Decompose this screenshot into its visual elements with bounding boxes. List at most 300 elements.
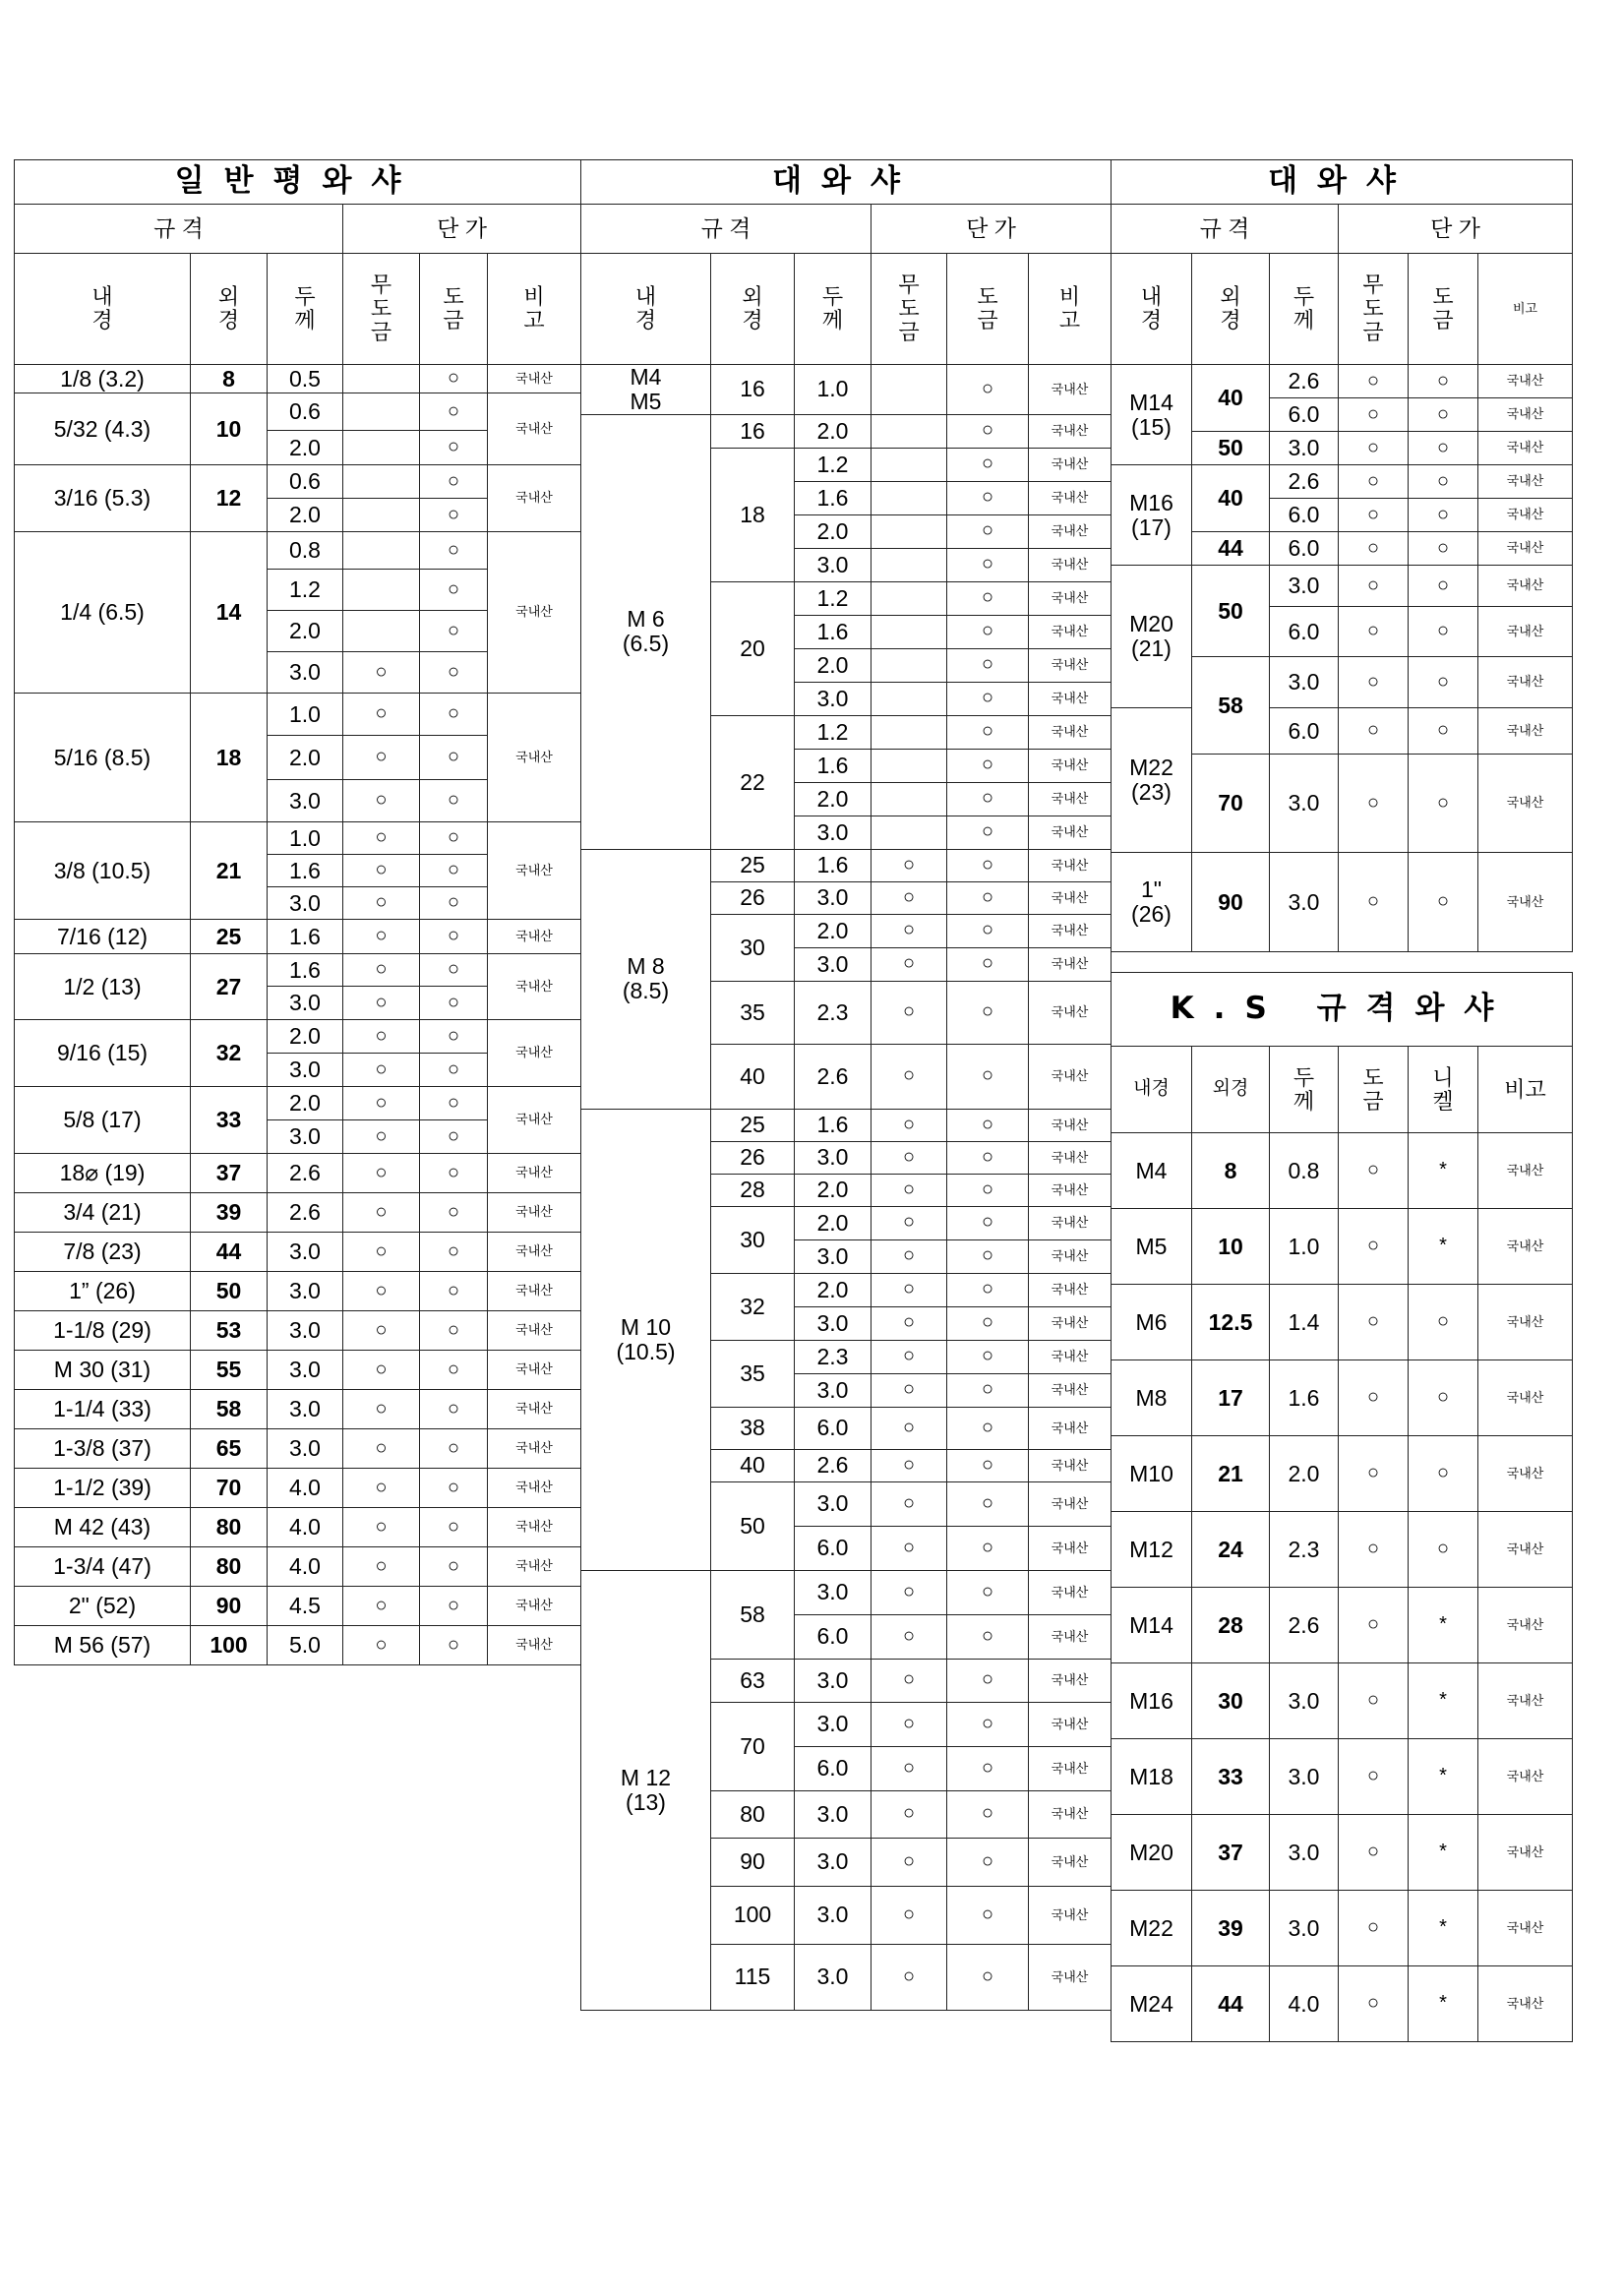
outer-diameter-cell: 14 <box>191 532 268 694</box>
thickness-cell: 2.6 <box>795 1449 872 1481</box>
thickness-cell: 1.6 <box>1270 1360 1339 1436</box>
plated-cell: ○ <box>420 1120 488 1154</box>
thickness-cell: 2.3 <box>795 1340 872 1373</box>
note-cell: 국내산 <box>1029 749 1112 782</box>
outer-diameter-cell: 30 <box>711 914 795 981</box>
thickness-cell: 2.3 <box>795 981 872 1044</box>
thickness-cell: 3.0 <box>1270 566 1339 607</box>
thickness-cell: 1.0 <box>1270 1209 1339 1285</box>
thickness-cell: 3.0 <box>1270 755 1339 853</box>
thickness-cell: 1.6 <box>795 749 872 782</box>
thickness-cell: 3.0 <box>795 1790 872 1838</box>
unplated-cell: ○ <box>343 1154 420 1193</box>
outer-diameter-cell: 30 <box>1192 1663 1270 1739</box>
note-cell: 국내산 <box>488 1311 581 1351</box>
spec-header: 규 격 <box>15 205 343 254</box>
plated-cell: ○ <box>947 881 1029 914</box>
thickness-cell: 1.4 <box>1270 1285 1339 1360</box>
outer-diameter-cell: 39 <box>1192 1891 1270 1966</box>
unit-price-header: 단 가 <box>1339 205 1573 254</box>
unplated-cell <box>343 393 420 431</box>
plated-cell: ○ <box>947 1614 1029 1659</box>
note-cell: 국내산 <box>488 1390 581 1429</box>
plated-cell: ○ <box>420 1311 488 1351</box>
table-row <box>581 1109 1112 1141</box>
thickness-cell: 2.0 <box>268 1087 343 1120</box>
thickness-cell: 3.0 <box>1270 1739 1339 1815</box>
plated-cell: ○ <box>420 393 488 431</box>
table-row <box>15 1087 581 1120</box>
thickness-cell: 2.0 <box>795 1206 872 1239</box>
plated-cell: ○ <box>1339 1739 1409 1815</box>
nickel-cell: * <box>1409 1739 1478 1815</box>
plated-cell: ○ <box>1409 607 1478 657</box>
inner-diameter-cell: M 8 (8.5) <box>581 849 711 1109</box>
thickness-cell: 3.0 <box>1270 1815 1339 1891</box>
plated-cell: ○ <box>947 648 1029 682</box>
plated-cell: ○ <box>1339 1436 1409 1512</box>
plated-header: 도 금 <box>420 254 488 365</box>
thickness-cell: 2.0 <box>795 914 872 947</box>
inner-diameter-cell: 3/8 (10.5) <box>15 822 191 920</box>
ks-standard-washer-rows <box>1112 1133 1573 2042</box>
unplated-cell <box>872 782 947 816</box>
thickness-cell: 2.0 <box>795 648 872 682</box>
large-washer-rows <box>581 365 1112 2011</box>
table-row <box>15 920 581 954</box>
thickness-cell: 6.0 <box>795 1746 872 1790</box>
plated-cell: ○ <box>420 920 488 954</box>
plated-cell: ○ <box>947 1174 1029 1206</box>
plated-cell: ○ <box>947 782 1029 816</box>
table-row <box>1112 708 1573 755</box>
thickness-cell: 3.0 <box>268 1351 343 1390</box>
table-row <box>581 1570 1112 1614</box>
unplated-cell: ○ <box>872 1659 947 1702</box>
note-cell: 국내산 <box>1478 708 1573 755</box>
inner-diameter-cell: M20 (21) <box>1112 566 1192 708</box>
plated-cell: ○ <box>947 981 1029 1044</box>
plated-cell: ○ <box>947 715 1029 749</box>
plated-cell: ○ <box>947 581 1029 615</box>
outer-diameter-header: 외 경 <box>191 254 268 365</box>
plated-cell: ○ <box>1339 1663 1409 1739</box>
unplated-cell: ○ <box>343 1311 420 1351</box>
outer-diameter-cell: 50 <box>1192 432 1270 465</box>
plated-cell: ○ <box>420 954 488 987</box>
plated-cell: ○ <box>947 1340 1029 1373</box>
table-row <box>15 1020 581 1054</box>
plated-cell: ○ <box>420 570 488 611</box>
note-cell: 국내산 <box>1029 849 1112 881</box>
note-cell: 국내산 <box>1478 465 1573 499</box>
unplated-cell: ○ <box>343 1469 420 1508</box>
thickness-cell: 6.0 <box>795 1407 872 1449</box>
section-title: 일반평와샤 <box>15 160 581 205</box>
thickness-cell: 3.0 <box>795 1373 872 1407</box>
unplated-cell <box>872 548 947 581</box>
note-cell: 국내산 <box>1029 548 1112 581</box>
plated-cell: ○ <box>420 1508 488 1547</box>
inner-diameter-cell: 1" (26) <box>1112 853 1192 952</box>
inner-diameter-cell: 3/16 (5.3) <box>15 465 191 532</box>
plated-cell: ○ <box>1409 532 1478 566</box>
thickness-cell: 1.6 <box>795 615 872 648</box>
plated-cell: ○ <box>1339 1285 1409 1360</box>
thickness-cell: 2.0 <box>268 736 343 780</box>
unplated-cell: ○ <box>872 914 947 947</box>
inner-diameter-cell: M4 <box>1112 1133 1192 1209</box>
thickness-cell: 4.0 <box>268 1547 343 1587</box>
outer-diameter-cell: 32 <box>711 1273 795 1340</box>
unplated-cell: ○ <box>1339 532 1409 566</box>
thickness-cell: 3.0 <box>795 1838 872 1886</box>
table-row <box>581 414 1112 448</box>
thickness-cell: 2.0 <box>268 431 343 465</box>
thickness-cell: 3.0 <box>268 1120 343 1154</box>
table-row <box>15 1233 581 1272</box>
unplated-cell: ○ <box>872 1944 947 2010</box>
note-cell: 국내산 <box>488 822 581 920</box>
note-cell: 국내산 <box>1029 1239 1112 1273</box>
thickness-cell: 3.0 <box>268 652 343 694</box>
note-cell: 국내산 <box>488 1154 581 1193</box>
unplated-cell: ○ <box>1339 853 1409 952</box>
plated-cell: ○ <box>420 532 488 570</box>
note-cell: 국내산 <box>1478 499 1573 532</box>
unplated-cell: ○ <box>343 780 420 822</box>
note-cell: 국내산 <box>1029 1449 1112 1481</box>
plated-cell: ○ <box>420 1087 488 1120</box>
thickness-cell: 2.6 <box>1270 465 1339 499</box>
note-cell: 국내산 <box>488 1233 581 1272</box>
unplated-cell: ○ <box>343 736 420 780</box>
thickness-cell: 2.0 <box>795 1174 872 1206</box>
plated-cell: ○ <box>947 1206 1029 1239</box>
outer-diameter-cell: 33 <box>191 1087 268 1154</box>
note-cell: 국내산 <box>488 1351 581 1390</box>
plated-cell: ○ <box>947 947 1029 981</box>
table-row <box>15 532 581 570</box>
general-flat-washer-table <box>14 159 581 1665</box>
outer-diameter-cell: 21 <box>191 822 268 920</box>
table-row <box>15 1311 581 1351</box>
thickness-cell: 0.5 <box>268 365 343 393</box>
table-row <box>15 1469 581 1508</box>
unplated-cell: ○ <box>1339 708 1409 755</box>
unplated-cell: ○ <box>872 1886 947 1944</box>
thickness-cell: 5.0 <box>268 1626 343 1665</box>
outer-diameter-cell: 100 <box>711 1886 795 1944</box>
inner-diameter-cell: M 6 (6.5) <box>581 414 711 849</box>
outer-diameter-cell: 58 <box>1192 657 1270 755</box>
outer-diameter-cell: 80 <box>191 1547 268 1587</box>
thickness-cell: 0.6 <box>268 465 343 499</box>
thickness-cell: 1.6 <box>268 855 343 887</box>
inner-diameter-cell: M6 <box>1112 1285 1192 1360</box>
inner-diameter-cell: M22 <box>1112 1891 1192 1966</box>
thickness-cell: 3.0 <box>795 1659 872 1702</box>
outer-diameter-cell: 53 <box>191 1311 268 1351</box>
note-cell: 국내산 <box>1029 1702 1112 1746</box>
outer-diameter-cell: 58 <box>191 1390 268 1429</box>
thickness-cell: 3.0 <box>268 1054 343 1087</box>
note-cell: 국내산 <box>1478 1815 1573 1891</box>
note-cell: 국내산 <box>1029 1141 1112 1174</box>
nickel-header: 니 켈 <box>1409 1047 1478 1133</box>
note-cell: 국내산 <box>1029 448 1112 481</box>
note-cell: 국내산 <box>1478 755 1573 853</box>
thickness-header: 두 께 <box>1270 254 1339 365</box>
inner-diameter-cell: 1/8 (3.2) <box>15 365 191 393</box>
plated-cell: ○ <box>947 1373 1029 1407</box>
thickness-cell: 1.2 <box>268 570 343 611</box>
thickness-cell: 2.6 <box>268 1193 343 1233</box>
thickness-cell: 6.0 <box>1270 398 1339 432</box>
plated-cell: ○ <box>947 1306 1029 1340</box>
note-cell: 국내산 <box>1029 1746 1112 1790</box>
nickel-cell: ○ <box>1409 1285 1478 1360</box>
outer-diameter-cell: 63 <box>711 1659 795 1702</box>
plated-cell: ○ <box>947 1449 1029 1481</box>
plated-cell: ○ <box>420 1272 488 1311</box>
thickness-cell: 2.0 <box>795 1273 872 1306</box>
plated-cell: ○ <box>947 1273 1029 1306</box>
thickness-cell: 2.0 <box>795 414 872 448</box>
thickness-cell: 3.0 <box>795 1239 872 1273</box>
unplated-cell: ○ <box>872 1449 947 1481</box>
unplated-cell: ○ <box>872 1141 947 1174</box>
thickness-cell: 1.2 <box>795 715 872 749</box>
outer-diameter-cell: 38 <box>711 1407 795 1449</box>
table-row <box>15 1508 581 1547</box>
inner-diameter-cell: M 42 (43) <box>15 1508 191 1547</box>
unplated-cell <box>343 570 420 611</box>
unplated-cell <box>872 514 947 548</box>
unplated-cell <box>872 682 947 715</box>
plated-cell: ○ <box>1339 1209 1409 1285</box>
table-row <box>15 1626 581 1665</box>
outer-diameter-header: 외 경 <box>1192 254 1270 365</box>
thickness-cell: 3.0 <box>795 548 872 581</box>
nickel-cell: ○ <box>1409 1360 1478 1436</box>
note-cell: 국내산 <box>1029 1659 1112 1702</box>
outer-diameter-cell: 70 <box>191 1469 268 1508</box>
plated-cell: ○ <box>947 1044 1029 1109</box>
table-row <box>15 1154 581 1193</box>
plated-cell: ○ <box>420 652 488 694</box>
thickness-cell: 2.6 <box>268 1154 343 1193</box>
inner-diameter-cell: M10 <box>1112 1436 1192 1512</box>
unplated-header: 무 도 금 <box>343 254 420 365</box>
table-row <box>581 849 1112 881</box>
note-cell: 국내산 <box>1478 1209 1573 1285</box>
plated-cell: ○ <box>947 1790 1029 1838</box>
thickness-cell: 4.0 <box>268 1508 343 1547</box>
plated-cell: ○ <box>947 1239 1029 1273</box>
note-cell: 국내산 <box>1029 1109 1112 1141</box>
inner-diameter-cell: M 56 (57) <box>15 1626 191 1665</box>
note-cell: 국내산 <box>1478 1512 1573 1588</box>
unplated-cell: ○ <box>343 1193 420 1233</box>
inner-diameter-cell: M18 <box>1112 1739 1192 1815</box>
unplated-cell: ○ <box>343 1429 420 1469</box>
unplated-cell: ○ <box>343 887 420 920</box>
plated-cell: ○ <box>420 1469 488 1508</box>
unplated-cell <box>343 431 420 465</box>
nickel-cell: * <box>1409 1891 1478 1966</box>
unplated-cell <box>872 414 947 448</box>
spec-header: 규 격 <box>1112 205 1339 254</box>
plated-cell: ○ <box>947 514 1029 548</box>
plated-cell: ○ <box>420 1054 488 1087</box>
inner-diameter-cell: 2" (52) <box>15 1587 191 1626</box>
note-cell: 국내산 <box>488 1087 581 1154</box>
plated-cell: ○ <box>420 694 488 736</box>
table-row <box>1112 1285 1573 1360</box>
inner-diameter-cell: M 30 (31) <box>15 1351 191 1390</box>
thickness-header: 두 께 <box>795 254 872 365</box>
note-cell: 국내산 <box>1478 853 1573 952</box>
plated-cell: ○ <box>947 816 1029 849</box>
inner-diameter-cell: M14 <box>1112 1588 1192 1663</box>
plated-header: 도 금 <box>1409 254 1478 365</box>
table-row <box>15 1587 581 1626</box>
outer-diameter-cell: 39 <box>191 1193 268 1233</box>
large-washer-rows-2 <box>1112 365 1573 952</box>
note-cell: 국내산 <box>1029 816 1112 849</box>
note-cell: 국내산 <box>488 1626 581 1665</box>
note-cell: 국내산 <box>488 365 581 393</box>
outer-diameter-cell: 40 <box>711 1449 795 1481</box>
nickel-cell: ○ <box>1409 1436 1478 1512</box>
plated-cell: ○ <box>420 1020 488 1054</box>
outer-diameter-cell: 25 <box>711 1109 795 1141</box>
thickness-cell: 1.2 <box>795 581 872 615</box>
nickel-cell: * <box>1409 1588 1478 1663</box>
inner-diameter-cell: M16 <box>1112 1663 1192 1739</box>
note-cell: 국내산 <box>488 393 581 465</box>
plated-cell: ○ <box>1409 657 1478 708</box>
table-row <box>1112 1209 1573 1285</box>
plated-cell: ○ <box>420 1587 488 1626</box>
unplated-cell: ○ <box>343 1233 420 1272</box>
plated-cell: ○ <box>420 1193 488 1233</box>
table-row <box>1112 1133 1573 1209</box>
inner-diameter-cell: 3/4 (21) <box>15 1193 191 1233</box>
thickness-cell: 1.6 <box>795 481 872 514</box>
unplated-cell: ○ <box>872 947 947 981</box>
thickness-cell: 1.6 <box>795 1109 872 1141</box>
unplated-cell <box>872 816 947 849</box>
large-washer-table <box>580 159 1112 2011</box>
note-cell: 국내산 <box>488 694 581 822</box>
plated-cell: ○ <box>947 448 1029 481</box>
inner-diameter-cell: M4 M5 <box>581 365 711 415</box>
outer-diameter-cell: 37 <box>191 1154 268 1193</box>
note-cell: 국내산 <box>1478 1360 1573 1436</box>
plated-cell: ○ <box>1409 499 1478 532</box>
note-cell: 국내산 <box>488 1547 581 1587</box>
plated-cell: ○ <box>947 682 1029 715</box>
outer-diameter-cell: 20 <box>711 581 795 715</box>
thickness-cell: 3.0 <box>268 1233 343 1272</box>
unplated-cell: ○ <box>343 1087 420 1120</box>
note-cell: 국내산 <box>1029 1206 1112 1239</box>
note-cell: 국내산 <box>488 1272 581 1311</box>
unplated-cell: ○ <box>343 1626 420 1665</box>
outer-diameter-cell: 12 <box>191 465 268 532</box>
plated-cell: ○ <box>420 736 488 780</box>
inner-diameter-cell: M20 <box>1112 1815 1192 1891</box>
thickness-cell: 2.3 <box>1270 1512 1339 1588</box>
outer-diameter-cell: 44 <box>191 1233 268 1272</box>
inner-diameter-cell: 1-1/2 (39) <box>15 1469 191 1508</box>
plated-cell: ○ <box>947 1746 1029 1790</box>
inner-diameter-cell: 1-3/8 (37) <box>15 1429 191 1469</box>
inner-diameter-cell: M 10 (10.5) <box>581 1109 711 1570</box>
thickness-cell: 2.0 <box>268 499 343 532</box>
unplated-cell <box>343 499 420 532</box>
thickness-cell: 3.0 <box>268 780 343 822</box>
thickness-cell: 3.0 <box>268 1390 343 1429</box>
plated-cell: ○ <box>947 1702 1029 1746</box>
note-cell: 국내산 <box>1029 682 1112 715</box>
plated-cell: ○ <box>947 1944 1029 2010</box>
plated-cell: ○ <box>947 1109 1029 1141</box>
unplated-cell: ○ <box>1339 499 1409 532</box>
note-cell: 국내산 <box>1029 1273 1112 1306</box>
note-cell: 국내산 <box>488 1429 581 1469</box>
thickness-cell: 3.0 <box>1270 432 1339 465</box>
table-row <box>15 1351 581 1390</box>
unplated-cell: ○ <box>872 1239 947 1273</box>
unplated-cell <box>872 715 947 749</box>
outer-diameter-cell: 16 <box>711 365 795 415</box>
ks-standard-washer-table <box>1111 972 1573 2042</box>
outer-diameter-cell: 90 <box>1192 853 1270 952</box>
thickness-cell: 1.0 <box>795 365 872 415</box>
note-cell: 국내산 <box>1029 1886 1112 1944</box>
unplated-cell: ○ <box>343 954 420 987</box>
unplated-cell: ○ <box>872 1340 947 1373</box>
inner-diameter-header: 내 경 <box>581 254 711 365</box>
inner-diameter-cell: M22 (23) <box>1112 708 1192 853</box>
unplated-cell: ○ <box>872 1273 947 1306</box>
outer-diameter-cell: 25 <box>191 920 268 954</box>
plated-cell: ○ <box>947 481 1029 514</box>
outer-diameter-cell: 22 <box>711 715 795 849</box>
unplated-cell: ○ <box>872 1109 947 1141</box>
table-row <box>1112 1663 1573 1739</box>
thickness-cell: 1.6 <box>268 920 343 954</box>
unplated-cell: ○ <box>343 920 420 954</box>
plated-cell: ○ <box>420 1429 488 1469</box>
plated-cell: ○ <box>420 611 488 652</box>
thickness-header: 두 께 <box>1270 1047 1339 1133</box>
outer-diameter-cell: 50 <box>1192 566 1270 657</box>
note-cell: 국내산 <box>1029 782 1112 816</box>
inner-diameter-cell: 7/8 (23) <box>15 1233 191 1272</box>
outer-diameter-cell: 28 <box>1192 1588 1270 1663</box>
outer-diameter-cell: 16 <box>711 414 795 448</box>
unplated-cell: ○ <box>343 822 420 855</box>
thickness-cell: 6.0 <box>1270 499 1339 532</box>
table-row <box>15 954 581 987</box>
unplated-cell: ○ <box>872 1306 947 1340</box>
thickness-cell: 2.0 <box>795 514 872 548</box>
thickness-cell: 1.6 <box>268 954 343 987</box>
